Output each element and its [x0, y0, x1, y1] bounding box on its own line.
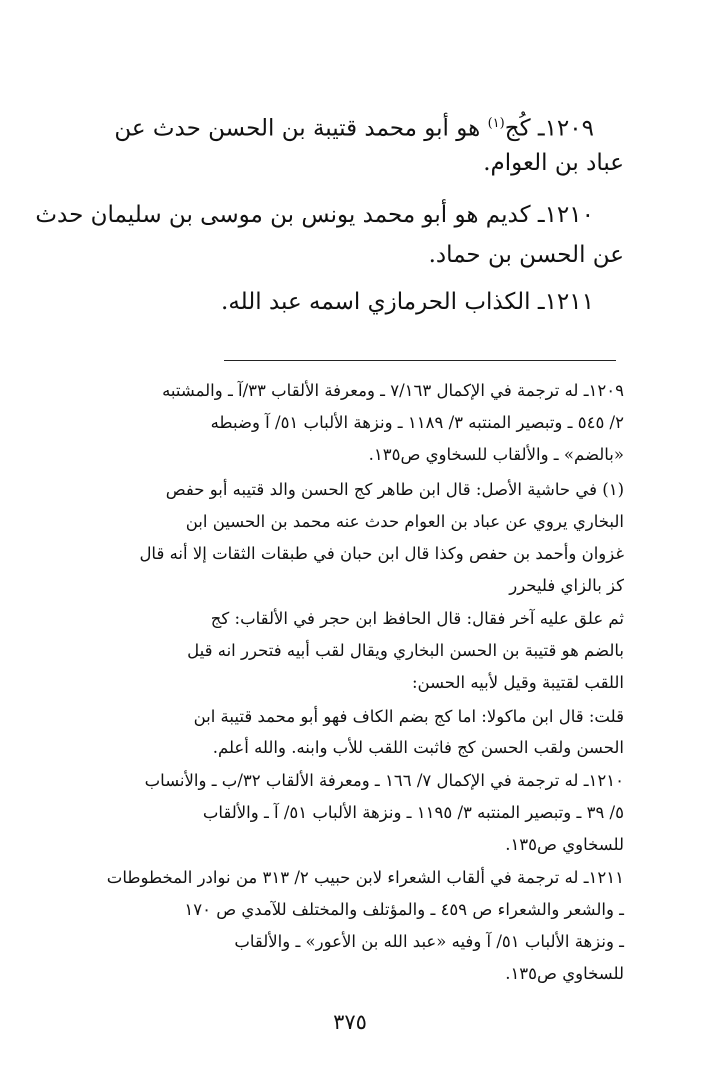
footnote-1-line-3: غزوان وأحمد بن حفص وكذا قال ابن حبان في طبقات الثقات إلا أنه قال [139, 544, 624, 563]
entry-1211-line-1: ١٢١١ـ الكذاب الحرمازي اسمه عبد الله. [221, 289, 594, 315]
footnote-1-line-2: البخاري يروي عن عباد بن العوام حدث عنه محمد بن الحسين ابن [185, 512, 624, 531]
footnote-1-line-1: (١) في حاشية الأصل: قال ابن طاهر كج الحسن والد قتيبه أبو حفص [165, 480, 624, 499]
footnote-1211-line-4: للسخاوي ص١٣٥. [505, 964, 624, 983]
footnote-1210-line-1: ١٢١٠ـ له ترجمة في الإكمال ٧/ ١٦٦ ـ ومعرفة الألقاب ٣٢/ب ـ والأنساب [144, 771, 624, 790]
entry-1210-line-1: ١٢١٠ـ كديم هو أبو محمد يونس بن موسى بن سليمان حدث [35, 202, 594, 228]
footnote-2-line-3: اللقب لقتيبة وقيل لأبيه الحسن: [411, 673, 624, 692]
footnote-divider [224, 360, 616, 361]
footnote-marker: (١) [487, 116, 505, 131]
entry-1209-line-2: عباد بن العوام. [483, 150, 624, 176]
footnote-1211-line-3: ـ ونزهة الألباب ٥١/ آ وفيه «عبد الله بن الأعور» ـ والألقاب [234, 932, 624, 951]
footnote-1210-line-3: للسخاوي ص١٣٥. [505, 835, 624, 854]
entry-1209-text: هو أبو محمد قتيبة بن الحسن حدث عن [114, 115, 488, 142]
footnote-3-line-1: قلت: قال ابن ماكولا: اما كج بضم الكاف فهو أبو محمد قتيبة ابن [193, 707, 624, 726]
entry-1209-line-1 [114, 109, 594, 144]
footnote-1-line-4: كز بالزاي فليحرر [509, 576, 624, 595]
footnote-1209-line-2: ٢/ ٥٤٥ ـ وتبصير المنتبه ٣/ ١١٨٩ ـ ونزهة الألباب ٥١/ آ وضبطه [210, 413, 624, 432]
footnote-1211-line-2: ـ والشعر والشعراء ص ٤٥٩ ـ والمؤتلف والمختلف للآمدي ص ١٧٠ [184, 900, 624, 919]
footnote-2-line-2: بالضم هو قتيبة بن الحسن البخاري ويقال لقب أبيه فتحرر انه قيل [187, 641, 624, 660]
footnote-1209-line-3: «بالضم» ـ والألقاب للسخاوي ص١٣٥. [368, 445, 624, 464]
footnote-2-line-1: ثم علق عليه آخر فقال: قال الحافظ ابن حجر في الألقاب: كج [210, 609, 624, 628]
footnote-1211-line-1: ١٢١١ـ له ترجمة في ألقاب الشعراء لابن حبيب ٢/ ٣١٣ من نوادر المخطوطات [106, 868, 624, 887]
footnote-1209-line-1: ١٢٠٩ـ له ترجمة في الإكمال ٧/١٦٣ ـ ومعرفة الألقاب ٣٣/آ ـ والمشتبه [162, 381, 624, 400]
footnote-1210-line-2: ٥/ ٣٩ ـ وتبصير المنتبه ٣/ ١١٩٥ ـ ونزهة الألباب ٥١/ آ ـ والألقاب [202, 803, 624, 822]
entry-1209-head: ١٢٠٩ـ كُج [504, 115, 594, 142]
page-number: ٣٧٥ [333, 1010, 367, 1034]
entry-1210-line-2: عن الحسن بن حماد. [428, 242, 624, 268]
footnote-3-line-2: الحسن ولقب الحسن كج فاثبت اللقب للأب وابنه. والله أعلم. [212, 738, 624, 757]
